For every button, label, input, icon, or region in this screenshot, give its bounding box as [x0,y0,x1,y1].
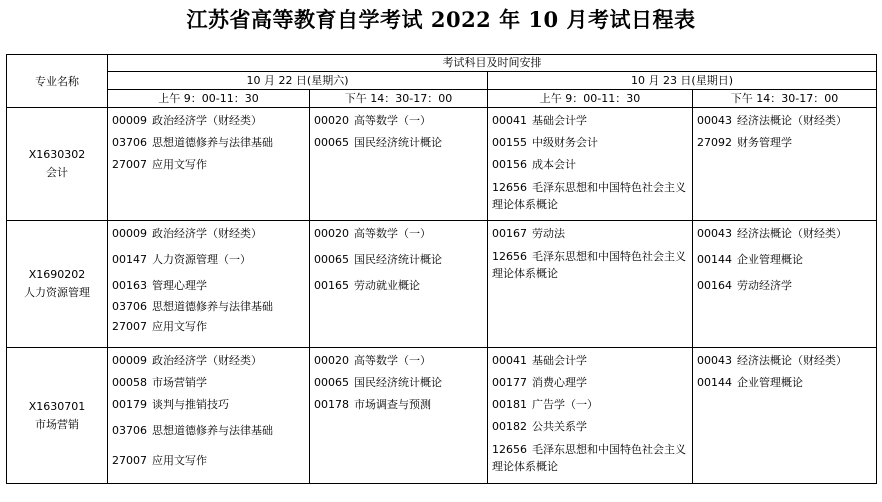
subject-name: 政治经济学（财经类） [152,227,262,240]
subject-code: 00177 [492,376,527,389]
subject-name: 劳动经济学 [737,279,792,292]
exam-subject [693,350,876,372]
subject-code: 00181 [492,398,527,411]
exam-subject [488,394,692,416]
subject-name: 政治经济学（财经类） [152,114,262,127]
exam-subject [693,110,876,132]
subject-name: 基础会计学 [532,114,587,127]
subject-code: 27092 [697,136,732,149]
subject-code: 00020 [314,114,349,127]
session-header: 上午 9：00-11：30 [488,90,693,108]
exam-subject [108,372,309,394]
exam-subject [488,416,692,438]
subject-name: 高等数学（一） [354,114,431,127]
exam-subject [310,275,487,297]
subject-code: 03706 [112,300,147,313]
exam-subject [693,372,876,394]
subject-code: 00179 [112,398,147,411]
subject-code: 00155 [492,136,527,149]
session-header: 下午 14：30-17：00 [693,90,877,108]
major-name: 会计 [46,166,68,179]
major-cell [7,348,108,484]
exam-subject [108,154,309,176]
subject-name: 成本会计 [532,158,576,171]
session-header: 下午 14：30-17：00 [310,90,488,108]
subject-name: 企业管理概论 [737,253,803,266]
subject-code: 00058 [112,376,147,389]
subject-code: 00043 [697,354,732,367]
subject-code: 00043 [697,227,732,240]
subject-name: 应用文写作 [152,454,207,467]
exam-cell [310,221,488,348]
subject-name: 国民经济统计概论 [354,376,442,389]
subject-name: 应用文写作 [152,320,207,333]
exam-subject [310,223,487,245]
subject-name: 毛泽东思想和中国特色社会主义理论体系概论 [492,181,686,211]
subject-code: 00167 [492,227,527,240]
subject-name: 基础会计学 [532,354,587,367]
exam-cell [108,108,310,221]
exam-cell [488,221,693,348]
exam-subject [488,372,692,394]
subject-code: 00147 [112,253,147,266]
subject-name: 管理心理学 [152,279,207,292]
exam-subject [488,132,692,154]
exam-subject [488,154,692,176]
subject-code: 00065 [314,376,349,389]
schedule-header: 考试科目及时间安排 [108,55,877,72]
exam-cell [488,108,693,221]
exam-cell [108,221,310,348]
subject-code: 03706 [112,424,147,437]
subject-name: 毛泽东思想和中国特色社会主义理论体系概论 [492,250,686,280]
exam-subject [488,223,692,245]
exam-subject [310,372,487,394]
subject-code: 27007 [112,158,147,171]
page-title: 江苏省高等教育自学考试 2022 年 10 月考试日程表 [186,7,696,32]
day-header: 10 月 22 日(星期六) [108,72,488,90]
subject-name: 毛泽东思想和中国特色社会主义理论体系概论 [492,443,686,473]
major-code: X1630701 [28,399,86,413]
subject-code: 00020 [314,354,349,367]
subject-code: 00009 [112,354,147,367]
subject-name: 思想道德修养与法律基础 [152,136,273,149]
subject-code: 00009 [112,114,147,127]
subject-code: 00009 [112,227,147,240]
exam-subject [310,110,487,132]
subject-name: 中级财务会计 [532,136,598,149]
subject-name: 广告学（一） [532,398,598,411]
day-header: 10 月 23 日(星期日) [488,72,877,90]
major-cell [7,221,108,348]
exam-subject [488,110,692,132]
subject-code: 00182 [492,420,527,433]
subject-code: 27007 [112,454,147,467]
subject-code: 00041 [492,354,527,367]
exam-subject [310,132,487,154]
subject-code: 00165 [314,279,349,292]
subject-name: 企业管理概论 [737,376,803,389]
subject-code: 12656 [492,181,527,194]
subject-name: 市场调查与预测 [354,398,431,411]
subject-code: 27007 [112,320,147,333]
exam-cell [108,348,310,484]
exam-subject [108,110,309,132]
major-code: X1690202 [28,268,86,281]
subject-code: 00065 [314,136,349,149]
subject-name: 高等数学（一） [354,354,431,367]
exam-subject [488,438,692,475]
subject-code: 12656 [492,250,527,263]
subject-name: 应用文写作 [152,158,207,171]
subject-name: 劳动就业概论 [354,279,420,292]
exam-subject [108,446,309,476]
subject-name: 高等数学（一） [354,227,431,240]
exam-subject [108,223,309,245]
subject-code: 00043 [697,114,732,127]
exam-subject [108,132,309,154]
subject-name: 谈判与推销技巧 [152,398,229,411]
subject-code: 00164 [697,279,732,292]
subject-code: 03706 [112,136,147,149]
major-cell [7,108,108,221]
exam-subject [693,132,876,154]
subject-code: 00065 [314,253,349,266]
subject-code: 00041 [492,114,527,127]
exam-subject [310,394,487,416]
major-name: 市场营销 [35,417,79,431]
session-header: 上午 9：00-11：30 [108,90,310,108]
subject-code: 00020 [314,227,349,240]
subject-name: 人力资源管理（一） [152,253,251,266]
exam-subject [108,416,309,446]
exam-subject [108,394,309,416]
exam-subject [108,245,309,275]
subject-name: 思想道德修养与法律基础 [152,424,273,437]
subject-name: 国民经济统计概论 [354,136,442,149]
subject-name: 公共关系学 [532,420,587,433]
subject-name: 劳动法 [532,227,565,240]
subject-code: 12656 [492,443,527,456]
exam-subject [693,245,876,275]
subject-name: 政治经济学（财经类） [152,354,262,367]
subject-name: 经济法概论（财经类） [737,354,847,367]
exam-cell [693,108,877,221]
subject-name: 思想道德修养与法律基础 [152,300,273,313]
exam-cell [310,108,488,221]
exam-cell [693,348,877,484]
exam-subject [488,176,692,213]
exam-subject [488,350,692,372]
exam-cell [488,348,693,484]
major-row [7,221,877,348]
major-header: 专业名称 [7,55,108,108]
subject-code: 00156 [492,158,527,171]
subject-code: 00144 [697,253,732,266]
exam-subject [310,350,487,372]
exam-subject [693,223,876,245]
exam-cell [310,348,488,484]
subject-name: 市场营销学 [152,376,207,389]
subject-name: 国民经济统计概论 [354,253,442,266]
subject-code: 00144 [697,376,732,389]
exam-subject [488,245,692,282]
exam-subject [108,297,309,317]
major-code: X1630302 [28,148,86,161]
exam-subject [310,245,487,275]
exam-schedule-table [6,54,877,484]
subject-name: 经济法概论（财经类） [737,227,847,240]
subject-name: 财务管理学 [737,136,792,149]
exam-subject [108,350,309,372]
major-name: 人力资源管理 [24,286,90,299]
exam-subject [693,275,876,297]
subject-name: 经济法概论（财经类） [737,114,847,127]
major-row [7,348,877,484]
exam-subject [108,275,309,297]
exam-cell [693,221,877,348]
exam-subject [108,317,309,337]
subject-code: 00178 [314,398,349,411]
subject-name: 消费心理学 [532,376,587,389]
major-row [7,108,877,221]
subject-code: 00163 [112,279,147,292]
